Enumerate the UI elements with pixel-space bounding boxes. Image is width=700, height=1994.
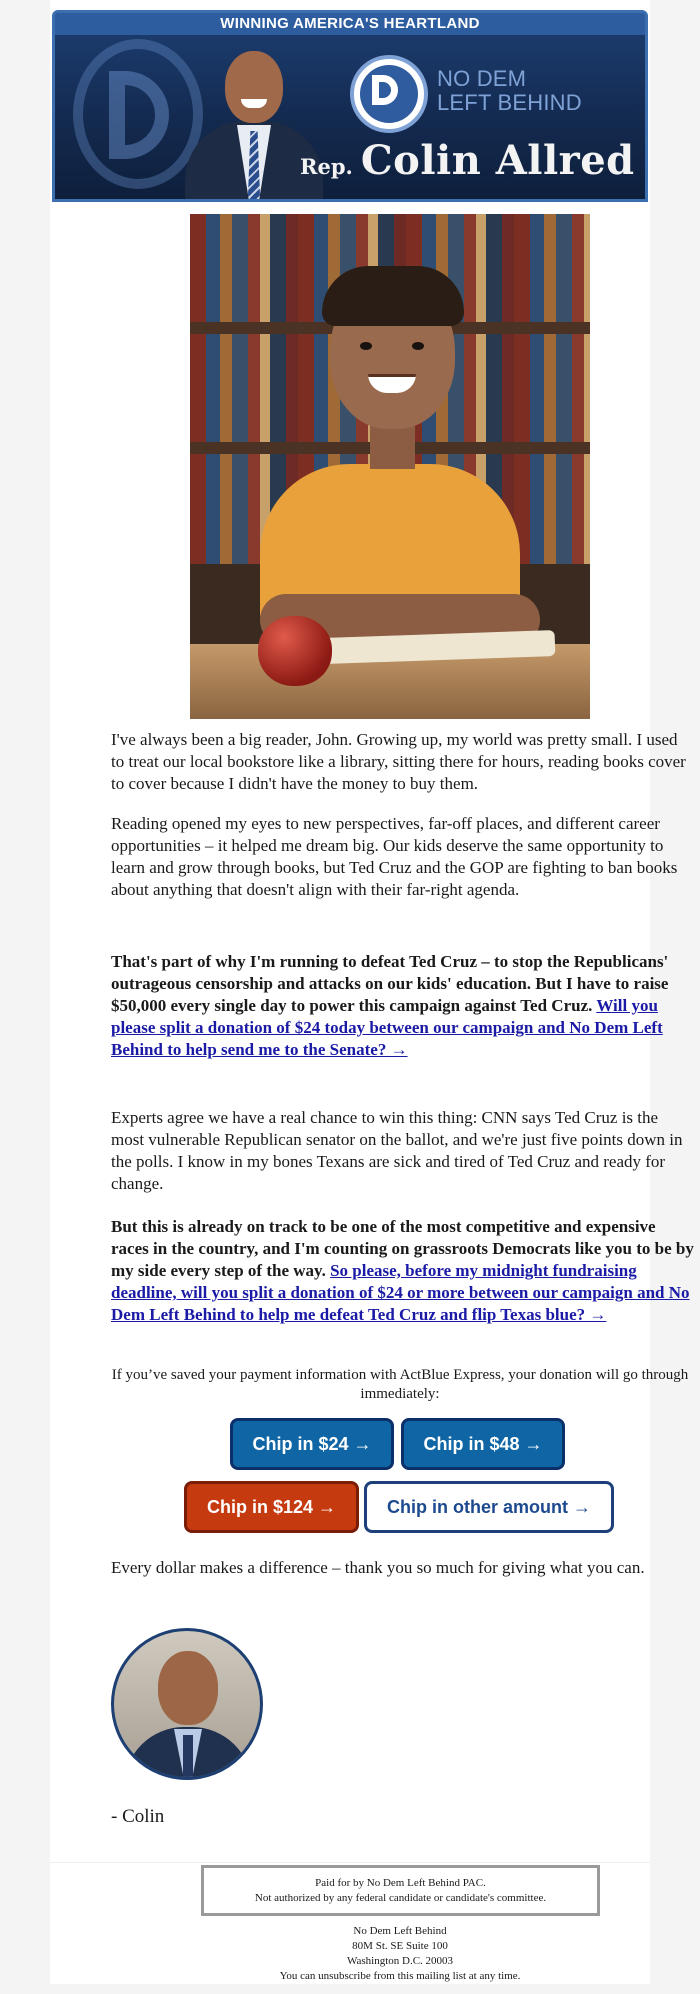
paragraph-intro: I've always been a big reader, John. Growing up, my world was pretty small. I used to treat our local bookstore like a library, sitting there for hours, reading books cover to cover because I didn't have the money to buy them. bbox=[111, 730, 686, 793]
paragraph-reading: Reading opened my eyes to new perspectives, far-off places, and different career opportunities – it helped me dream big. Our kids deserve the same opportunity to learn and grow through books, but Ted Cruz and the GOP are fighting to ban books about anything that doesn't align with their far-right agenda. bbox=[111, 814, 678, 899]
footer-divider bbox=[50, 1862, 650, 1863]
paragraph-defeat-cruz bbox=[111, 951, 694, 1061]
donate-link-midnight-deadline[interactable]: So please, before my midnight fundraising deadline, will you split a donation of $24 or more between our campaign and No Dem Left Behind to help me defeat Ted Cruz and flip Texas blue? → bbox=[111, 1261, 690, 1324]
not-authorized-text: Not authorized by any federal candidate or candidate's committee. bbox=[254, 1891, 547, 1904]
footer-street: 80M St. SE Suite 100 bbox=[352, 1940, 448, 1952]
no-dem-left-behind-logo-icon bbox=[350, 55, 428, 133]
candidate-avatar bbox=[111, 1628, 263, 1780]
signature: - Colin bbox=[111, 1806, 165, 1827]
actblue-express-note: If you’ve saved your payment information with ActBlue Express, your donation will go through immediately: bbox=[111, 1367, 689, 1402]
closing-thanks: Every dollar makes a difference – thank you so much for giving what you can. bbox=[111, 1558, 645, 1577]
footer-city: Washington D.C. 20003 bbox=[346, 1955, 454, 1967]
chip-in-124-button[interactable]: Chip in $124 → bbox=[184, 1481, 359, 1533]
background-d-logo-icon bbox=[73, 39, 203, 189]
email-body bbox=[50, 0, 694, 1984]
org-wordmark-line1: NO DEM bbox=[437, 66, 527, 91]
footer-org-name: No Dem Left Behind bbox=[353, 1925, 447, 1937]
footer-address bbox=[150, 1924, 650, 1984]
unsubscribe-link[interactable]: You can unsubscribe from this mailing list at any time. bbox=[279, 1970, 521, 1982]
rep-prefix: Rep. bbox=[300, 154, 353, 179]
candidate-title bbox=[300, 137, 640, 184]
paragraph-experts: Experts agree we have a real chance to win this thing: CNN says Ted Cruz is the most vulnerable Republican senator on the ballot, and we're just five points down in the polls. I know in my bones Texans are sick and tired of Ted Cruz and ready for change. bbox=[111, 1108, 683, 1193]
chip-in-48-button[interactable]: Chip in $48 → bbox=[401, 1418, 565, 1470]
chip-in-other-amount-button[interactable]: Chip in other amount → bbox=[364, 1481, 614, 1533]
donate-link-split-24[interactable]: Will you please split a donation of $24 today between our campaign and No Dem Left Behind to help send me to the Senate? → bbox=[111, 996, 663, 1059]
chip-in-24-button[interactable]: Chip in $24 → bbox=[230, 1418, 394, 1470]
paid-for-disclaimer-box bbox=[201, 1865, 600, 1916]
paragraph-defeat-cruz-text: That's part of why I'm running to defeat Ted Cruz – to stop the Republicans' outrageous censorship and attacks on our kids' education. But I have to raise $50,000 every single day to power this campaign against Ted Cruz. bbox=[111, 952, 669, 1015]
header-banner bbox=[52, 10, 648, 202]
hero-photo-child-reading bbox=[190, 214, 590, 719]
paid-for-text: Paid for by No Dem Left Behind PAC. bbox=[315, 1876, 486, 1889]
org-wordmark-line2: LEFT BEHIND bbox=[437, 90, 582, 115]
paragraph-competitive-race bbox=[111, 1216, 694, 1326]
banner-tagline: WINNING AMERICA'S HEARTLAND bbox=[55, 13, 645, 35]
apple-icon bbox=[258, 616, 332, 686]
paragraph-competitive-race-text: But this is already on track to be one of the most competitive and expensive races in the country, and I'm counting on grassroots Democrats like you to be by my side every step of the way. bbox=[111, 1217, 694, 1280]
rep-name: Colin Allred bbox=[360, 137, 635, 184]
org-wordmark bbox=[437, 67, 637, 115]
